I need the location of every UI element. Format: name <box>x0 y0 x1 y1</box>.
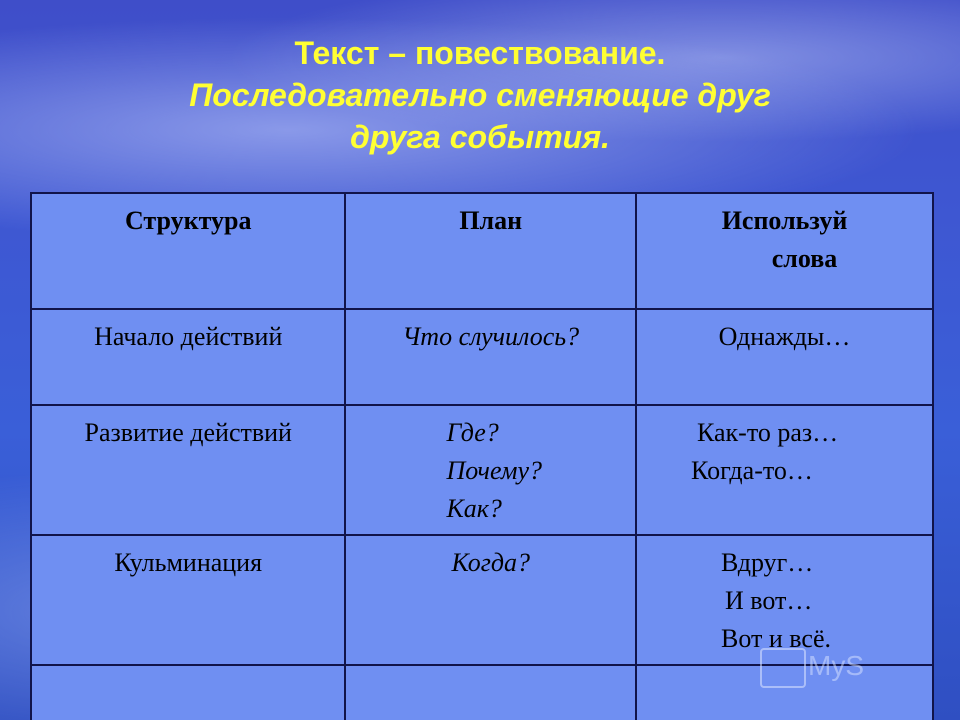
header-words-line-1: Используй <box>721 206 848 235</box>
plan-item: Что случилось? <box>402 322 580 351</box>
table-row <box>31 405 933 535</box>
cell-plan <box>345 309 636 405</box>
cell-empty <box>345 665 636 720</box>
word-item: Вдруг… <box>721 548 814 577</box>
cell-structure: Развитие действий <box>31 405 345 535</box>
cell-plan <box>345 405 636 535</box>
header-words-line-2: слова <box>771 244 838 273</box>
cell-structure: Кульминация <box>31 535 345 665</box>
header-words <box>636 193 933 309</box>
plan-item: Почему? <box>446 456 542 485</box>
cell-plan <box>345 535 636 665</box>
plan-item: Как? <box>446 494 502 523</box>
cell-empty <box>31 665 345 720</box>
word-item: Как-то раз… <box>697 418 839 447</box>
word-item: Когда-то… <box>691 456 813 485</box>
word-item: Вот и всё. <box>721 624 831 653</box>
watermark-text: MyS <box>808 650 864 681</box>
watermark-logo-icon <box>760 648 806 688</box>
cell-words <box>636 405 933 535</box>
header-plan: План <box>345 193 636 309</box>
cell-words <box>636 535 933 665</box>
plan-item: Когда? <box>451 548 531 577</box>
title-line-3: друга события. <box>350 119 610 155</box>
title-line-2: Последовательно сменяющие друг <box>189 77 771 113</box>
word-item: Однажды… <box>718 322 851 351</box>
table-row <box>31 535 933 665</box>
slide-title <box>0 32 960 158</box>
table-row <box>31 309 933 405</box>
cell-words <box>636 309 933 405</box>
plan-item: Где? <box>446 418 499 447</box>
narrative-structure-table <box>30 192 934 720</box>
table-header-row <box>31 193 933 309</box>
title-line-1: Текст – повествование. <box>294 35 666 71</box>
header-structure: Структура <box>31 193 345 309</box>
cell-structure: Начало действий <box>31 309 345 405</box>
word-item: И вот… <box>725 586 813 615</box>
